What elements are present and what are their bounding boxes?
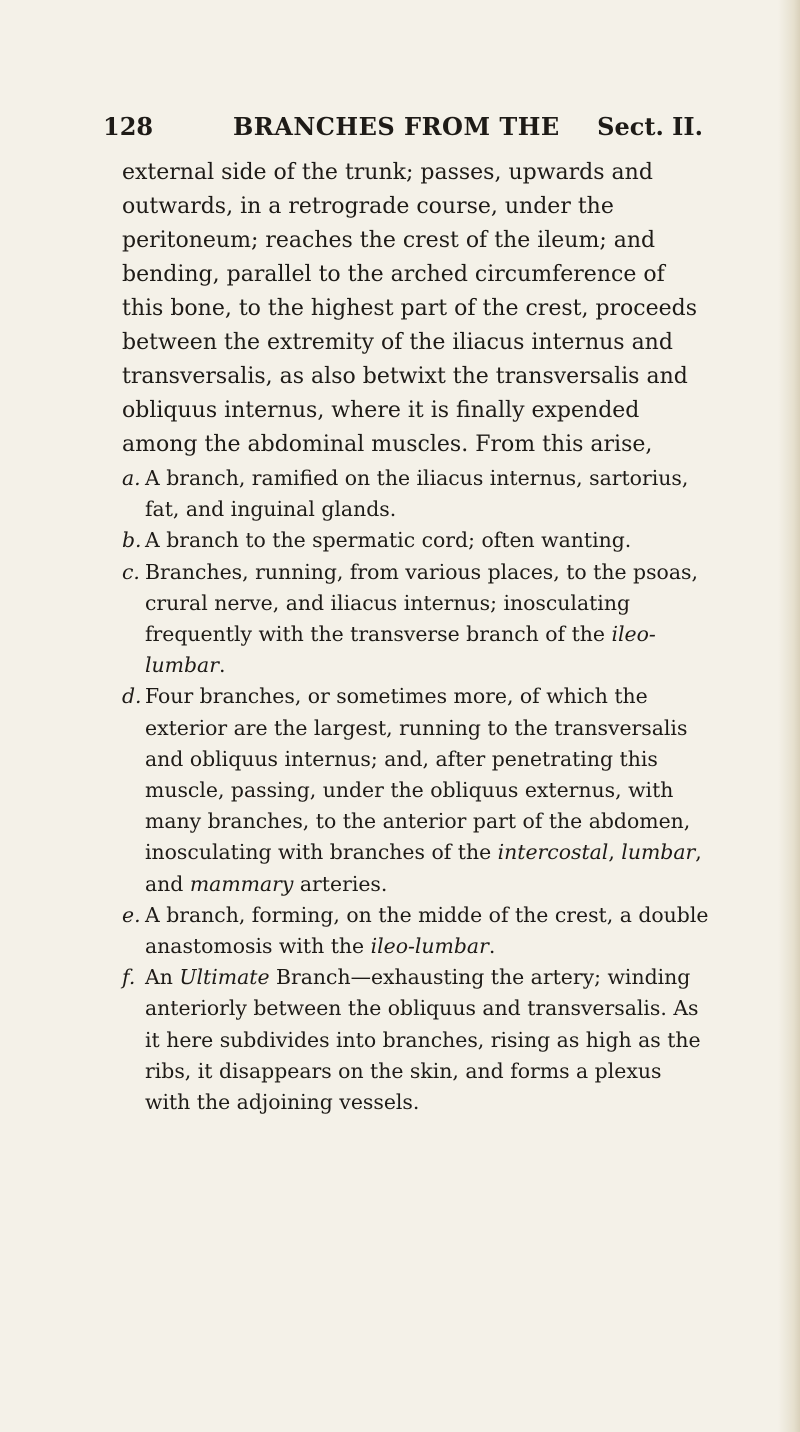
list-item-text: Branches, running, from various places, to the psoas, crural nerve, and iliacus internus; inosculating frequently with the transverse branch of the	[145, 559, 698, 647]
list-item-text: A branch, forming, on the midde of the crest, a double anastomosis with the	[145, 902, 709, 959]
italic-term: intercostal	[497, 840, 609, 865]
italic-term: mammary	[189, 871, 294, 896]
list-item-text: A branch, ramified on the iliacus internus, sartorius, fat, and inguinal glands.	[145, 466, 689, 522]
list-marker: a.	[122, 466, 141, 490]
section-label: Sect. II.	[597, 112, 703, 141]
list-marker: e.	[122, 902, 141, 927]
italic-term: Ultimate	[179, 965, 270, 990]
intro-paragraph: external side of the trunk; passes, upwards and outwards, in a retrograde course, under the peritoneum; reaches the crest of the ileum; and bending, parallel to the arched circumference of this bone, to the highest part of the crest, proceeds between the extremity of the iliacus internus and transversalis, as also betwixt the transversalis and obliquus internus, where it is finally expended among the abdominal muscles. From this arise,	[122, 160, 698, 457]
italic-term: lumbar	[621, 840, 696, 865]
list-item-text: ,	[608, 840, 622, 865]
page-edge	[778, 0, 800, 1432]
page-number: 128	[103, 112, 154, 141]
list-item-f	[122, 962, 710, 1118]
list-item-text: arteries.	[293, 871, 388, 896]
running-title: BRANCHES FROM THE	[233, 112, 560, 141]
list-item-text: , and	[145, 840, 702, 896]
list-item-b	[122, 525, 710, 556]
running-header	[103, 112, 703, 148]
list-item-e	[122, 900, 710, 962]
list-item-text: An	[145, 965, 180, 990]
body-text	[122, 156, 710, 1118]
list-item-a	[122, 463, 710, 525]
list-marker: d.	[122, 684, 142, 709]
italic-term: ileo-lumbar	[145, 622, 656, 678]
italic-term: ileo-lumbar	[370, 934, 489, 959]
list-item-text: .	[488, 934, 496, 959]
branch-list	[122, 463, 710, 1118]
list-marker: c.	[122, 559, 140, 584]
list-item-text: Branch—exhausting the artery; winding anteriorly between the obliquus and transversalis. As it here subdivides into branches, rising as high as the ribs, it disappears on the skin, and forms a plexus with the adjoining vessels.	[145, 965, 701, 1115]
list-item-text: .	[218, 653, 226, 678]
list-item-text: A branch to the spermatic cord; often wanting.	[145, 528, 632, 553]
list-marker: f.	[122, 965, 136, 990]
list-item-d	[122, 681, 710, 899]
list-item-text: Four branches, or sometimes more, of which the exterior are the largest, running to the transversalis and obliquus internus; and, after penetrating this muscle, passing, under the obliquus externus, with many branches, to the anterior part of the abdomen, inosculating with branches of the	[145, 684, 691, 865]
list-item-c	[122, 557, 710, 682]
list-marker: b.	[122, 528, 142, 553]
